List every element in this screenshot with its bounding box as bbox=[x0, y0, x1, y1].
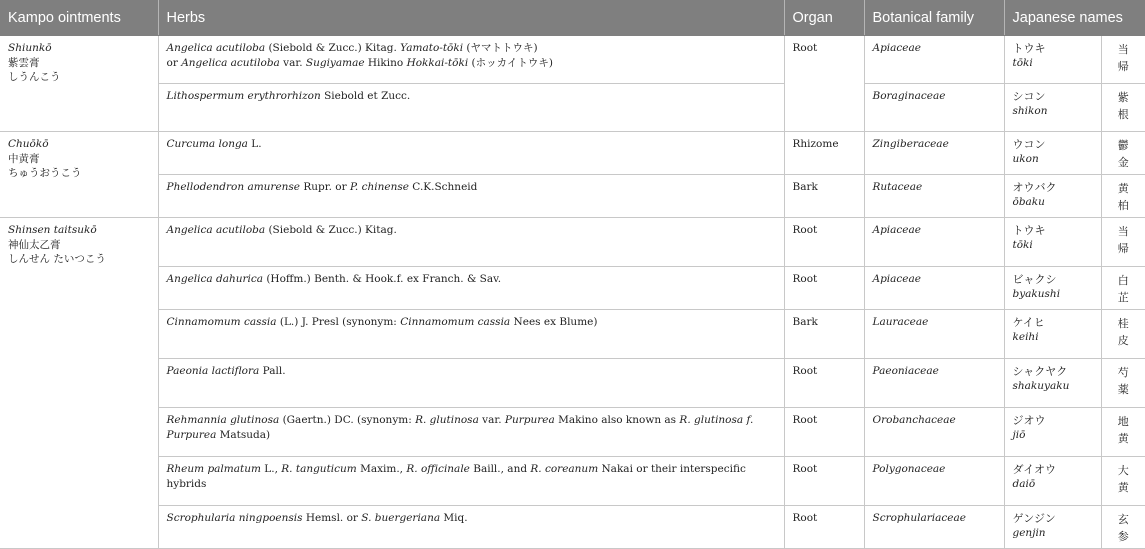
herb-text-segment: var. bbox=[478, 414, 505, 426]
table-row bbox=[0, 36, 1145, 84]
ointment-romaji: Chuōkō bbox=[8, 138, 49, 150]
herb-text-segment: (Siebold & Zucc.) Kitag. bbox=[265, 42, 401, 54]
table-row bbox=[0, 408, 1145, 457]
japanese-kana: ゲンジン bbox=[1012, 512, 1056, 525]
kanji-char: 鬱 bbox=[1117, 139, 1129, 152]
kanji-cell bbox=[1101, 408, 1145, 457]
ointment-kana: しんせん たいつこう bbox=[8, 253, 106, 265]
japanese-name-cell bbox=[1004, 359, 1101, 408]
herb-text-segment: Angelica acutiloba bbox=[181, 56, 280, 69]
table-row bbox=[0, 267, 1145, 310]
herb-text-segment: Yamato-tōki bbox=[400, 42, 464, 54]
japanese-name-cell bbox=[1004, 218, 1101, 267]
ointment-romaji: Shiunkō bbox=[8, 42, 52, 54]
japanese-romaji: keihi bbox=[1012, 331, 1039, 343]
kanji-char: 金 bbox=[1117, 156, 1129, 169]
kanji-char: 黄 bbox=[1117, 432, 1129, 445]
organ-cell: Root bbox=[784, 267, 864, 310]
ointment-kana: しうんこう bbox=[8, 71, 61, 83]
japanese-kana: ダイオウ bbox=[1012, 463, 1056, 476]
japanese-romaji: shakuyaku bbox=[1012, 380, 1070, 392]
header-japanese-names: Japanese names bbox=[1004, 0, 1145, 36]
kanji-char: 柏 bbox=[1117, 199, 1129, 212]
organ-cell: Root bbox=[784, 457, 864, 506]
kanji-cell bbox=[1101, 359, 1145, 408]
japanese-kana: ケイヒ bbox=[1012, 316, 1045, 329]
herb-cell bbox=[158, 310, 784, 359]
herb-text-segment: Makino also known as bbox=[554, 414, 680, 426]
family-cell: Apiaceae bbox=[864, 267, 1004, 310]
kanji-char: 帰 bbox=[1117, 60, 1129, 73]
kanji-cell bbox=[1101, 132, 1145, 175]
herb-text-segment: Angelica dahurica bbox=[166, 273, 263, 285]
herb-cell bbox=[158, 267, 784, 310]
japanese-kana: オウバク bbox=[1012, 181, 1057, 194]
herb-text-segment: L., bbox=[260, 463, 282, 475]
kanji-char: 芍 bbox=[1117, 366, 1129, 379]
herb-text-segment: Purpurea bbox=[504, 414, 555, 426]
family-cell: Polygonaceae bbox=[864, 457, 1004, 506]
herb-text-segment: Siebold et Zucc. bbox=[320, 90, 411, 102]
organ-cell: Bark bbox=[784, 175, 864, 218]
herb-text-segment: Maxim., bbox=[356, 463, 407, 475]
herb-text-segment: Cinnamomum cassia bbox=[166, 316, 277, 328]
herb-cell bbox=[158, 84, 784, 132]
herb-text-segment: R. glutinosa f. Purpurea bbox=[166, 414, 754, 441]
herb-cell bbox=[158, 175, 784, 218]
kanji-char: 帰 bbox=[1117, 242, 1129, 255]
table-row bbox=[0, 175, 1145, 218]
kanji-char: 芷 bbox=[1117, 291, 1129, 304]
kanji-char: 根 bbox=[1117, 108, 1129, 121]
japanese-romaji: ukon bbox=[1012, 153, 1039, 165]
kanji-char: 当 bbox=[1117, 225, 1129, 238]
kanji-char: 大 bbox=[1117, 464, 1129, 477]
table-row bbox=[0, 359, 1145, 408]
herb-cell bbox=[158, 457, 784, 506]
herb-text-segment: S. buergeriana bbox=[361, 512, 441, 524]
herb-text-segment: Angelica acutiloba bbox=[166, 224, 266, 236]
japanese-romaji: byakushi bbox=[1012, 288, 1061, 300]
table-row bbox=[0, 506, 1145, 549]
herb-text-segment: C.K.Schneid bbox=[408, 181, 478, 193]
japanese-romaji: daiō bbox=[1012, 478, 1036, 490]
kanji-char: 地 bbox=[1117, 415, 1129, 428]
kanji-char: 桂 bbox=[1117, 317, 1129, 330]
herb-text-segment: Miq. bbox=[440, 512, 468, 524]
herb-text-segment: Hokkai-tōki bbox=[406, 56, 469, 69]
japanese-romaji: tōki bbox=[1012, 239, 1033, 251]
kanji-char: 黄 bbox=[1117, 182, 1129, 195]
herb-text-segment: Pall. bbox=[259, 365, 286, 377]
herb-text-segment: P. chinense bbox=[349, 181, 409, 193]
japanese-name-cell bbox=[1004, 84, 1101, 132]
herb-text-segment: (Gaertn.) DC. (synonym: bbox=[279, 414, 416, 426]
japanese-name-cell bbox=[1004, 506, 1101, 549]
japanese-name-cell bbox=[1004, 457, 1101, 506]
family-cell: Orobanchaceae bbox=[864, 408, 1004, 457]
header-botanical-family: Botanical family bbox=[864, 0, 1004, 36]
organ-cell: Root bbox=[784, 36, 864, 132]
header-kampo-ointments: Kampo ointments bbox=[0, 0, 158, 36]
herb-cell bbox=[158, 408, 784, 457]
kanji-char: 玄 bbox=[1117, 513, 1129, 526]
herb-text-segment: or bbox=[166, 56, 182, 69]
family-cell: Lauraceae bbox=[864, 310, 1004, 359]
family-cell: Scrophulariaceae bbox=[864, 506, 1004, 549]
japanese-kana: シコン bbox=[1012, 90, 1046, 103]
herb-text-segment: Nakai or their interspecific hybrids bbox=[166, 463, 746, 490]
herb-text-segment: Rehmannia glutinosa bbox=[166, 414, 280, 426]
kanji-cell bbox=[1101, 218, 1145, 267]
ointment-kana: ちゅうおうこう bbox=[8, 167, 82, 179]
herb-text-segment: Rupr. or bbox=[300, 181, 350, 193]
family-cell: Apiaceae bbox=[864, 218, 1004, 267]
herb-text-segment: Nees ex Blume) bbox=[510, 316, 598, 328]
herb-text-segment: Hemsl. or bbox=[302, 512, 362, 524]
herb-cell bbox=[158, 506, 784, 549]
kanji-cell bbox=[1101, 84, 1145, 132]
japanese-romaji: genjin bbox=[1012, 527, 1046, 539]
herb-text-segment: R. glutinosa bbox=[415, 414, 479, 426]
kanji-cell bbox=[1101, 36, 1145, 84]
ointment-romaji: Shinsen taitsukō bbox=[8, 224, 97, 236]
header-organ: Organ bbox=[784, 0, 864, 36]
japanese-kana: ウコン bbox=[1012, 138, 1046, 151]
herb-cell bbox=[158, 218, 784, 267]
japanese-romaji: jiō bbox=[1012, 429, 1026, 441]
herb-text-segment: Curcuma longa bbox=[166, 138, 248, 150]
organ-cell: Bark bbox=[784, 310, 864, 359]
herb-text-segment: R. tanguticum bbox=[281, 463, 357, 475]
family-cell: Zingiberaceae bbox=[864, 132, 1004, 175]
ointment-cell bbox=[0, 218, 158, 549]
japanese-name-cell bbox=[1004, 408, 1101, 457]
kanji-char: 黄 bbox=[1117, 481, 1129, 494]
herb-text-segment: L. bbox=[247, 138, 262, 150]
family-cell: Paeoniaceae bbox=[864, 359, 1004, 408]
herb-cell bbox=[158, 359, 784, 408]
japanese-name-cell bbox=[1004, 132, 1101, 175]
herb-text-segment: Paeonia lactiflora bbox=[166, 365, 260, 377]
japanese-kana: トウキ bbox=[1012, 42, 1046, 55]
herb-cell bbox=[158, 132, 784, 175]
japanese-kana: トウキ bbox=[1012, 224, 1046, 237]
japanese-kana: ビャクシ bbox=[1012, 273, 1057, 286]
herb-text-segment: var. bbox=[279, 56, 306, 69]
kanji-cell bbox=[1101, 506, 1145, 549]
organ-cell: Root bbox=[784, 359, 864, 408]
family-cell: Boraginaceae bbox=[864, 84, 1004, 132]
kanji-cell bbox=[1101, 175, 1145, 218]
japanese-name-cell bbox=[1004, 310, 1101, 359]
kanji-char: 参 bbox=[1117, 530, 1129, 543]
japanese-romaji: tōki bbox=[1012, 57, 1033, 69]
japanese-name-cell bbox=[1004, 175, 1101, 218]
herb-text-segment: Cinnamomum cassia bbox=[400, 316, 511, 328]
herb-text-segment: (Siebold & Zucc.) Kitag. bbox=[265, 224, 397, 236]
japanese-romaji: ōbaku bbox=[1012, 196, 1045, 208]
herb-text-segment: Hikino bbox=[364, 56, 407, 69]
organ-cell: Root bbox=[784, 506, 864, 549]
header-row bbox=[0, 0, 1145, 36]
ointment-cell bbox=[0, 36, 158, 132]
japanese-name-cell bbox=[1004, 36, 1101, 84]
herb-text-segment: Scrophularia ningpoensis bbox=[166, 512, 303, 524]
kanji-cell bbox=[1101, 310, 1145, 359]
table-row bbox=[0, 132, 1145, 175]
herb-cell bbox=[158, 36, 784, 84]
japanese-romaji: shikon bbox=[1012, 105, 1048, 117]
header-herbs: Herbs bbox=[158, 0, 784, 36]
kanji-char: 白 bbox=[1117, 274, 1129, 287]
herb-text-segment: Rheum palmatum bbox=[166, 463, 261, 475]
kanji-char: 当 bbox=[1117, 43, 1129, 56]
herb-text-segment: (Hoffm.) Benth. & Hook.f. ex Franch. & Sav. bbox=[263, 273, 502, 285]
japanese-name-cell bbox=[1004, 267, 1101, 310]
family-cell: Rutaceae bbox=[864, 175, 1004, 218]
herb-text-segment: Angelica acutiloba bbox=[166, 42, 266, 54]
herb-text-segment: (ヤマトトウキ) bbox=[463, 42, 538, 54]
organ-cell: Root bbox=[784, 408, 864, 457]
kanji-char: 皮 bbox=[1117, 334, 1129, 347]
ointment-kanji: 神仙太乙膏 bbox=[8, 238, 61, 251]
table-row bbox=[0, 457, 1145, 506]
organ-cell: Root bbox=[784, 218, 864, 267]
ointment-cell bbox=[0, 132, 158, 218]
herb-text-segment: Lithospermum erythrorhizon bbox=[166, 90, 321, 102]
organ-cell: Rhizome bbox=[784, 132, 864, 175]
herb-text-segment: Phellodendron amurense bbox=[166, 181, 301, 193]
kanji-cell bbox=[1101, 457, 1145, 506]
japanese-kana: ジオウ bbox=[1012, 414, 1046, 427]
herb-text-segment: Baill., and bbox=[469, 463, 531, 475]
ointment-kanji: 中黄膏 bbox=[8, 152, 40, 165]
herb-text-segment: (L.) J. Presl (synonym: bbox=[276, 316, 401, 328]
herb-text-segment: R. coreanum bbox=[530, 463, 599, 475]
family-cell: Apiaceae bbox=[864, 36, 1004, 84]
ointment-kanji: 紫雲膏 bbox=[8, 56, 40, 69]
herb-text-segment: R. officinale bbox=[406, 463, 470, 475]
table-row bbox=[0, 218, 1145, 267]
herb-text-segment: Sugiyamae bbox=[305, 56, 365, 69]
japanese-kana: シャクヤク bbox=[1012, 365, 1068, 378]
table-row bbox=[0, 310, 1145, 359]
kanji-cell bbox=[1101, 267, 1145, 310]
kanji-char: 薬 bbox=[1117, 383, 1129, 396]
herb-text-segment: (ホッカイトウキ) bbox=[468, 56, 553, 69]
kanji-char: 紫 bbox=[1117, 91, 1129, 104]
table-row bbox=[0, 84, 1145, 132]
herb-text-segment: Matsuda) bbox=[216, 428, 271, 441]
